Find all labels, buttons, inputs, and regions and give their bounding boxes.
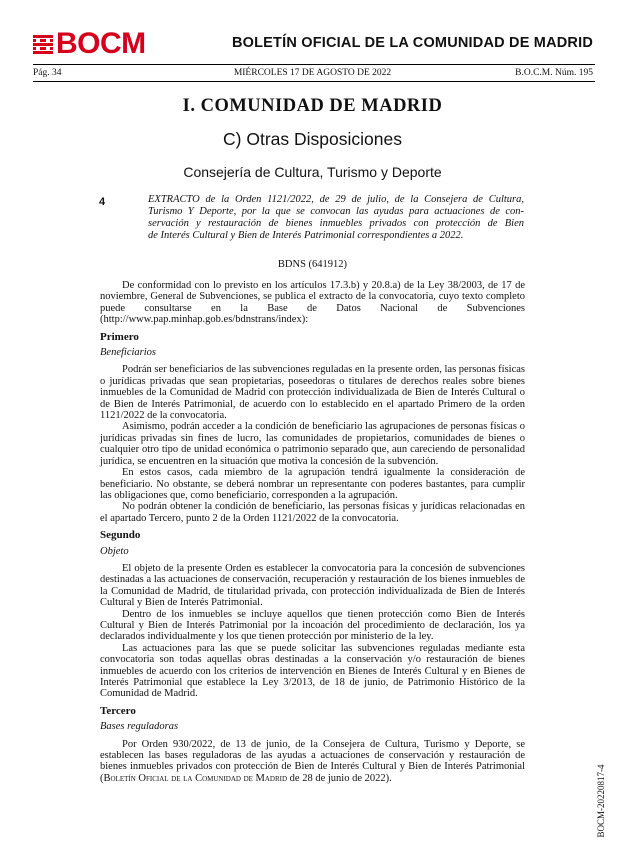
gazette-name: Boletín Oficial de la Comunidad de Madrid <box>103 772 288 784</box>
extract-line: EXTRACTO de la Orden 1121/2022, de 29 de julio, de la Consejera de Cultura, <box>148 194 524 205</box>
extract-line: de Interés Cultural y Bien de Interés Patrimonial correspondientes a 2022. <box>148 230 464 241</box>
intro-paragraph: De conformidad con lo previsto en los artículos 17.3.b) y 20.8.a) de la Ley 38/2003, de 17 de noviembre, General de Subvenciones, se publica el extracto de la convocatoria, cuyo texto completo puede consultarse en la Base de Datos Nacional de Subvenciones (http://www.pap.minhap.gob.es/bdnstrans/index): <box>100 280 525 326</box>
bdns-code: BDNS (641912) <box>277 259 348 270</box>
section-heading-primero: Primero <box>100 330 139 343</box>
madrid-flag-icon <box>33 34 53 54</box>
subsection-title: C) Otras Disposiciones <box>223 129 402 149</box>
paragraph: No podrán obtener la condición de beneficiario, las personas físicas y jurídicas relacionadas en el apartado Tercero, punto 2 de la Orden 1121/2022 de la convocatoria. <box>100 501 525 524</box>
issue-number: B.O.C.M. Núm. 195 <box>515 68 593 78</box>
paragraph-tail: de 28 de junio de 2022). <box>287 772 392 784</box>
extract-summary <box>148 194 524 242</box>
entity-title: Consejería de Cultura, Turismo y Deporte <box>183 164 442 180</box>
paragraph: Las actuaciones para las que se puede solicitar las subvenciones reguladas mediante esta convocatoria son todas aquellas obras destinadas a la conservación y/o restauración de bienes inmuebles de acuerdo con los criterios de intervención en Bienes de Interés Cultural y en Bienes de Interés Patrimonial que establece la Ley 3/2013, de 18 de junio, de Patrimonio Histórico de la Comunidad de Madrid. <box>100 642 525 700</box>
paragraph: El objeto de la presente Orden es establecer la convocatoria para la concesión de subvenciones destinadas a las actuaciones de conservación, recuperación y restauración de los bienes inmuebles de la Comunidad de Madrid, de titularidad privada, con protección individualizada de Bien de Interés Cultural y Bien de Interés Patrimonial. <box>100 562 525 609</box>
paragraph: Podrán ser beneficiarios de las subvenciones reguladas en la presente orden, las personas físicas o jurídicas privadas que sean propietarias, poseedoras o titulares de derechos reales sobre bienes inmuebles de la Comunidad de Madrid con protección individualizada de Bien de Interés Cultural o de Bien de Interés Patrimonial, de acuerdo con lo establecido en el apartado Primero de la orden 1121/2022 de la convocatoria. <box>100 364 525 422</box>
document-body <box>100 280 525 784</box>
paragraph <box>100 739 525 785</box>
paragraph-text: Por Orden 930/2022, de 13 de junio, de la Consejera de Cultura, Turismo y Deporte, se establecen las bases reguladoras de las ayudas a actuaciones de conservación y restauración de bienes inmuebles privados con protección de Bien de Interés Cultural y Bien de Interés Patrimonial ( <box>100 738 525 784</box>
section-heading-tercero: Tercero <box>100 704 136 717</box>
section-title: I. COMUNIDAD DE MADRID <box>182 96 443 116</box>
side-code-text: BOCM-20220817-4 <box>596 764 606 838</box>
section-heading-segundo: Segundo <box>100 529 141 542</box>
extract-line: Turismo Y Deporte, por la que se convocan las ayudas para actuaciones de con- <box>148 206 524 217</box>
paragraph: Asimismo, podrán acceder a la condición de beneficiario las agrupaciones de personas físicas o jurídicas privadas sin fines de lucro, las comunidades de propietarios, comunidades de bienes o cualquier otro tipo de unidad económica o patrimonio separado que, aun careciendo de personalidad jurídica, se encuentren en la situación que motiva la concesión de la subvención. <box>100 421 525 467</box>
extract-line: servación y restauración de bienes inmuebles privados con protección de Bien <box>148 218 524 229</box>
side-verification-code <box>596 760 606 842</box>
section-subheading-bases: Bases reguladoras <box>100 721 179 733</box>
publication-date: MIÉRCOLES 17 DE AGOSTO DE 2022 <box>233 68 392 78</box>
section-subheading-objeto: Objeto <box>100 545 129 557</box>
entry-number: 4 <box>99 196 106 208</box>
header-divider <box>33 64 595 65</box>
bocm-logo <box>33 27 146 60</box>
meta-divider <box>33 81 595 82</box>
paragraph: Dentro de los inmuebles se incluye aquellos que tienen protección como Bien de Interés Cultural y Bien de Interés Patrimonial por la incoación del procedimiento de declaración, los ya declarados individualmente y los que tienen protección por ministerio de la ley. <box>100 608 525 643</box>
logo-text: BOCM <box>56 27 146 60</box>
page-number: Pág. 34 <box>33 68 62 78</box>
section-subheading-beneficiarios: Beneficiarios <box>100 347 156 359</box>
publication-title: BOLETÍN OFICIAL DE LA COMUNIDAD DE MADRID <box>231 35 593 51</box>
paragraph: En estos casos, cada miembro de la agrupación tendrá igualmente la consideración de beneficiario. No obstante, se deberá nombrar un representante con poderes bastantes, para cumplir las obligaciones que, como beneficiario, corresponden a la agrupación. <box>100 467 525 501</box>
